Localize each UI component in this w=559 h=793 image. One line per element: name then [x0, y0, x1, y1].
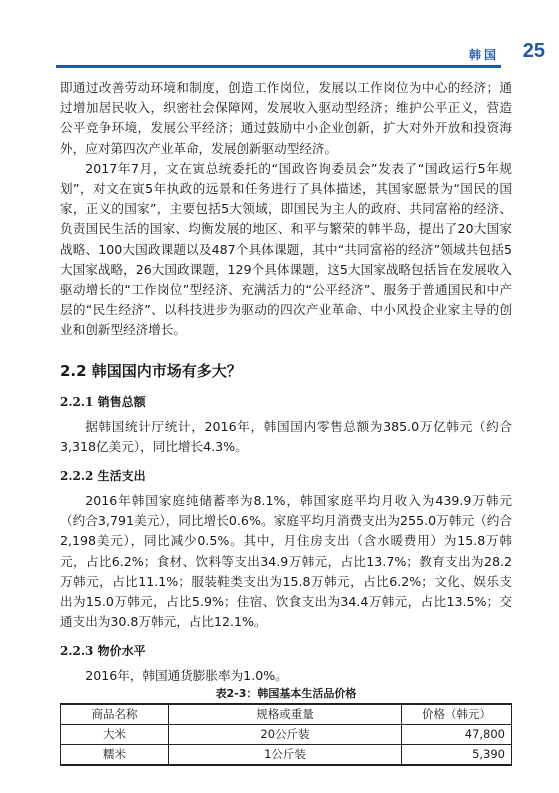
header-rule — [56, 65, 501, 68]
subsection-title-sales: 2.2.1 销售总额 — [60, 394, 146, 409]
paragraph-plan: 2017年7月，文在寅总统委托的“国政咨询委员会”发表了“国政运行5年规划”，对文在寅5年执政的远景和任务进行了具体描述，其国家愿景为“国民的国家，正义的国家”，主要包括5大领域，即国民为主人的政府、共同富裕的经济、负责国民生活的国家、均衡发展的地区、和平与繁荣的韩半岛，提出了20大国家战略、100大国政课题以及487个具体课题，其中“共同富裕的经济”领域共包括5大国家战略，26大国政课题，129个具体课题，这5大国家战略包括旨在发展收入驱动增长的“工作岗位”型经济、充满活力的“公平经济”、服务于普通国民和中产层的“民生经济”、以科技进步为驱动的四次产业革命、中小风投企业家主导的创业和创新型经济增长。 — [60, 160, 512, 338]
paragraph-sales: 据韩国统计厅统计，2016年，韩国国内零售总额为385.0万亿韩元（约合3,318亿美元），同比增长4.3%。 — [60, 418, 512, 454]
subsection-title-prices: 2.2.3 物价水平 — [60, 644, 146, 659]
page-number: 25 — [522, 40, 545, 62]
header-country: 韩国 — [468, 48, 499, 62]
table-cell-spec: 20公斤装 — [169, 724, 402, 744]
page-content — [60, 78, 512, 766]
subsection-title-living: 2.2.2 生活支出 — [60, 469, 146, 484]
table-header-name: 商品名称 — [61, 704, 169, 725]
paragraph-prices: 2016年，韩国通货膨胀率为1.0%。 — [85, 668, 288, 684]
table-header-row — [61, 704, 512, 725]
price-table — [60, 703, 512, 766]
table-cell-name: 糯米 — [61, 744, 169, 765]
table-header-spec: 规格或重量 — [169, 704, 402, 725]
page-header — [56, 40, 545, 74]
table-header-price: 价格（韩元） — [402, 704, 512, 725]
table-cell-price: 5,390 — [402, 744, 512, 765]
section-title: 2.2 韩国国内市场有多大？ — [60, 361, 242, 380]
paragraph-living: 2016年韩国家庭纯储蓄率为8.1%，韩国家庭平均月收入为439.9万韩元（约合3,791美元），同比增长0.6%。家庭平均月消费支出为255.0万韩元（约合2,198美元），同比减少0.5%。其中，月住房支出（含水暖费用）为15.8万韩元，占比6.2%；食材、饮料等支出34.9万韩元，占比13.7%；教育支出为28.2万韩元，占比11.1%；服装鞋类支出为15.8万韩元，占比6.2%；文化、娱乐支出为15.0万韩元，占比5.9%；住宿、饮食支出为34.4万韩元，占比13.5%；交通支出为30.8万韩元，占比12.1%。 — [60, 493, 512, 630]
table-cell-spec: 1公斤装 — [169, 744, 402, 765]
paragraph-continued: 即通过改善劳动环境和制度，创造工作岗位，发展以工作岗位为中心的经济；通过增加居民收入，织密社会保障网，发展收入驱动型经济；维护公平正义，营造公平竞争环境，发展公平经济；通过鼓励中小企业创新，扩大对外开放和投资海外，应对第四次产业革命，发展创新驱动型经济。 — [60, 80, 512, 156]
table-cell-name: 大米 — [61, 724, 169, 744]
table-cell-price: 47,800 — [402, 724, 512, 744]
table-row — [61, 744, 512, 765]
table-row — [61, 724, 512, 744]
table-caption: 表2-3：韩国基本生活品价格 — [215, 686, 357, 700]
